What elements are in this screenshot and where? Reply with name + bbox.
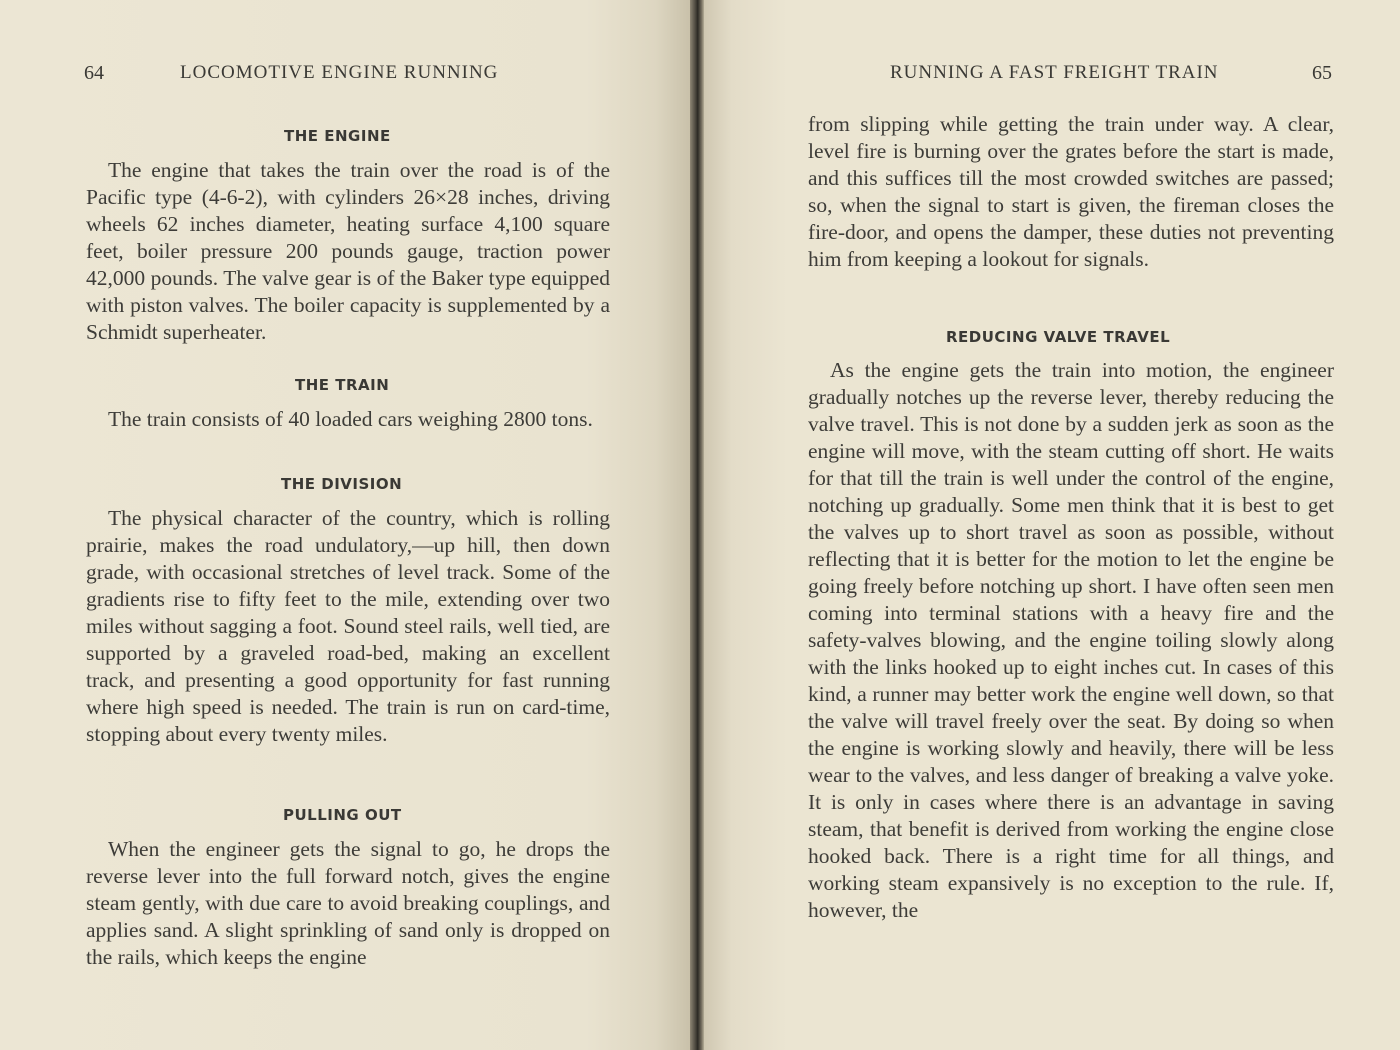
paragraph: The engine that takes the train over the road is of the Pacific type (4-6-2), with cylinders 26×28 inches, driving wheels 62 inches diameter, heating surface 4,100 square feet, boiler pressure 200 pounds gauge, traction power 42,000 pounds. The valve gear is of the Baker type equipped with piston valves. The boiler capacity is supplemented by a Schmidt superheater. (86, 158, 610, 344)
paragraph: The train consists of 40 loaded cars weighing 2800 tons. (108, 407, 593, 431)
paragraph: from slipping while getting the train under way. A clear, level fire is burning over the grates before the start is made, and this suffices till the most crowded switches are passed; so, when the signal to start is given, the fireman closes the fire-door, and opens the damper, these duties not preventing him from keeping a lookout for signals. (808, 112, 1334, 271)
paragraph: When the engineer gets the signal to go, he drops the reverse lever into the full forward notch, gives the engine steam gently, with due care to avoid breaking couplings, and applies sand. A slight sprinkling of sand only is dropped on the rails, which keeps the engine (86, 837, 610, 969)
section-body (86, 505, 610, 748)
page-number: 65 (1312, 62, 1332, 84)
right-page (704, 0, 1400, 1050)
left-page (0, 0, 690, 1050)
section-heading: THE ENGINE (284, 127, 391, 145)
book-gutter (690, 0, 704, 1050)
running-head: LOCOMOTIVE ENGINE RUNNING (180, 62, 499, 83)
page-number: 64 (84, 62, 104, 84)
running-head: RUNNING A FAST FREIGHT TRAIN (890, 62, 1219, 83)
section-body (86, 406, 610, 433)
section-body (808, 357, 1334, 924)
paragraph: The physical character of the country, which is rolling prairie, makes the road undulatory,—up hill, then down grade, with occasional stretches of level track. Some of the gradients rise to fifty feet to the mile, extending over two miles without sagging a foot. Sound steel rails, well tied, are supported by a graveled road-bed, making an excellent track, and presenting a good opportunity for fast running where high speed is needed. The train is run on card-time, stopping about every twenty miles. (86, 506, 610, 746)
continuation-body (808, 111, 1334, 273)
section-heading: THE DIVISION (281, 475, 403, 493)
section-body (86, 157, 610, 346)
section-heading: PULLING OUT (283, 806, 402, 824)
section-heading: THE TRAIN (295, 376, 390, 394)
section-body (86, 836, 610, 971)
paragraph: As the engine gets the train into motion, the engineer gradually notches up the reverse lever, thereby reducing the valve travel. This is not done by a sudden jerk as soon as the engine will move, with the steam cutting off short. He waits for that till the train is well under the control of the engine, notching up gradually. Some men think that it is best to get the valves up to short travel as soon as possible, without reflecting that it is better for the motion to let the engine be going freely before notching up short. I have often seen men coming into terminal stations with a heavy fire and the safety-valves blowing, and the engine toiling slowly along with the links hooked up to eight inches cut. In cases of this kind, a runner may better work the engine well down, so that the valve will travel freely over the seat. By doing so when the engine is working slowly and heavily, there will be less wear to the valves, and less danger of breaking a valve yoke. It is only in cases where there is an advantage in saving steam, that benefit is derived from working the engine close hooked back. There is a right time for all things, and working steam expansively is no exception to the rule. If, however, the (808, 358, 1334, 922)
section-heading: REDUCING VALVE TRAVEL (946, 328, 1171, 346)
